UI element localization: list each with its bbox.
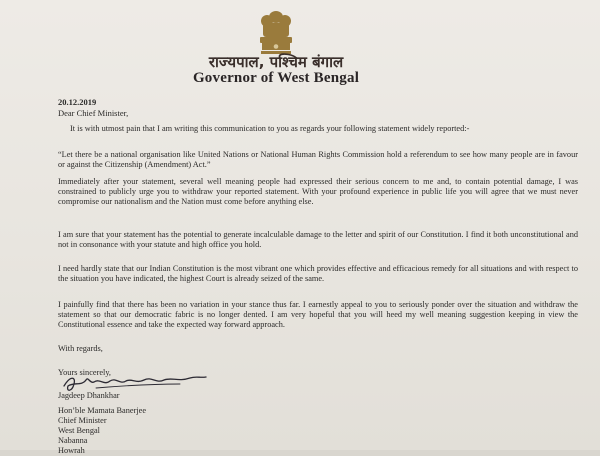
state-emblem-icon: [254, 6, 298, 56]
address-line-2: Chief Minister: [58, 416, 107, 425]
paragraph-5: I need hardly state that our Indian Constitution is the most vibrant one which provides effective and efficacious remedy for all situations and with respect to the situation you have indicated, the highest Court is already seized of the same.: [58, 264, 578, 283]
signer-name: Jagdeep Dhankhar: [58, 391, 120, 400]
paragraph-4: I am sure that your statement has the potential to generate incalculable damage to the letter and spirit of our Constitution. I find it both unconstitutional and not in consonance with your statute and high office you hold.: [58, 230, 578, 249]
paragraph-3: Immediately after your statement, several well meaning people had expressed their serious concern to me and, to contain potential damage, I was constrained to publicly urge you to withdraw your reported statement. With your profound experience in public life you will agree that we must never compromise our nationalism and the Nation must come before anything else.: [58, 177, 578, 206]
paragraph-1: It is with utmost pain that I am writing this communication to you as regards your following statement widely reported:-: [70, 124, 470, 133]
address-line-5: Howrah: [58, 446, 85, 455]
paragraph-2-quote: “Let there be a national organisation like United Nations or National Human Rights Commission hold a referendum to see how many people are in favour or against the Citizenship (Amendment) Act.”: [58, 150, 578, 169]
paragraph-6: I painfully find that there has been no variation in your stance thus far. I earnestly appeal to you to seriously ponder over the situation and withdraw the statement so that our democratic fabric is no longer dented. I am very hopeful that you will heed my well meaning suggestion keeping in view the Constitutional essence and take the expected way forward approach.: [58, 300, 578, 329]
english-title: Governor of West Bengal: [192, 70, 360, 86]
address-line-3: West Bengal: [58, 426, 100, 435]
address-line-4: Nabanna: [58, 436, 88, 445]
yours-sincerely: Yours sincerely,: [58, 368, 112, 377]
closing: With regards,: [58, 344, 103, 353]
address-line-1: Hon’ble Mamata Banerjee: [58, 406, 147, 415]
hindi-title: राज्यपाल, पश्चिम बंगाल: [208, 53, 344, 71]
salutation: Dear Chief Minister,: [58, 108, 129, 118]
letter-date: 20.12.2019: [58, 97, 97, 107]
